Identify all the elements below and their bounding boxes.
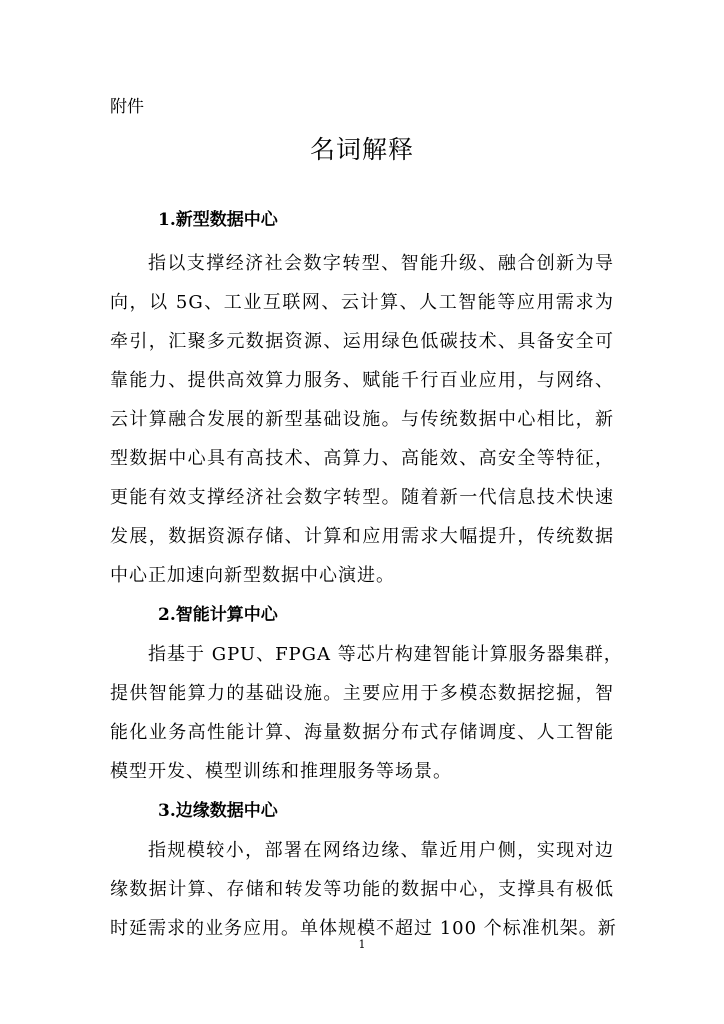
document-body — [110, 196, 623, 948]
paragraph-line: 缘数据计算、存储和转发等功能的数据中心，支撑具有极低 — [110, 879, 614, 900]
page-number: 1 — [358, 938, 366, 951]
paragraph-line: 时延需求的业务应用。单体规模不超过 100 个标准机架。新 — [110, 918, 617, 939]
paragraph-line: 中心正加速向新型数据中心演进。 — [110, 565, 395, 586]
document-title: 名词解释 — [309, 135, 414, 164]
paragraph-line: 型数据中心具有高技术、高算力、高能效、高安全等特征， — [110, 448, 614, 469]
paragraph-line: 模型开发、模型训练和推理服务等场景。 — [110, 761, 452, 782]
paragraph-line: 提供智能算力的基础设施。主要应用于多模态数据挖掘，智 — [110, 683, 614, 704]
paragraph-line: 能化业务高性能计算、海量数据分布式存储调度、人工智能 — [110, 722, 614, 743]
paragraph-line: 指以支撑经济社会数字转型、智能升级、融合创新为导 — [148, 253, 614, 274]
paragraph-line: 云计算融合发展的新型基础设施。与传统数据中心相比，新 — [110, 409, 614, 430]
paragraph-line: 指规模较小，部署在网络边缘、靠近用户侧，实现对边 — [148, 840, 614, 861]
section-heading-intelligent-computing-center: 2.智能计算中心 — [158, 605, 278, 625]
section-heading-edge-data-center: 3.边缘数据中心 — [158, 801, 278, 821]
paragraph-line: 靠能力、提供高效算力服务、赋能千行百业应用，与网络、 — [110, 370, 614, 391]
paragraph-line: 发展，数据资源存储、计算和应用需求大幅提升，传统数据 — [110, 526, 614, 547]
paragraph-line: 向，以 5G、工业互联网、云计算、人工智能等应用需求为 — [110, 292, 614, 313]
paragraph-line: 更能有效支撑经济社会数字转型。随着新一代信息技术快速 — [110, 487, 614, 508]
attachment-label: 附件 — [110, 97, 144, 117]
paragraph-line: 牵引，汇聚多元数据资源、运用绿色低碳技术、具备安全可 — [110, 331, 614, 352]
paragraph-line: 指基于 GPU、FPGA 等芯片构建智能计算服务器集群， — [148, 644, 623, 665]
section-heading-new-data-center: 1.新型数据中心 — [158, 210, 278, 230]
